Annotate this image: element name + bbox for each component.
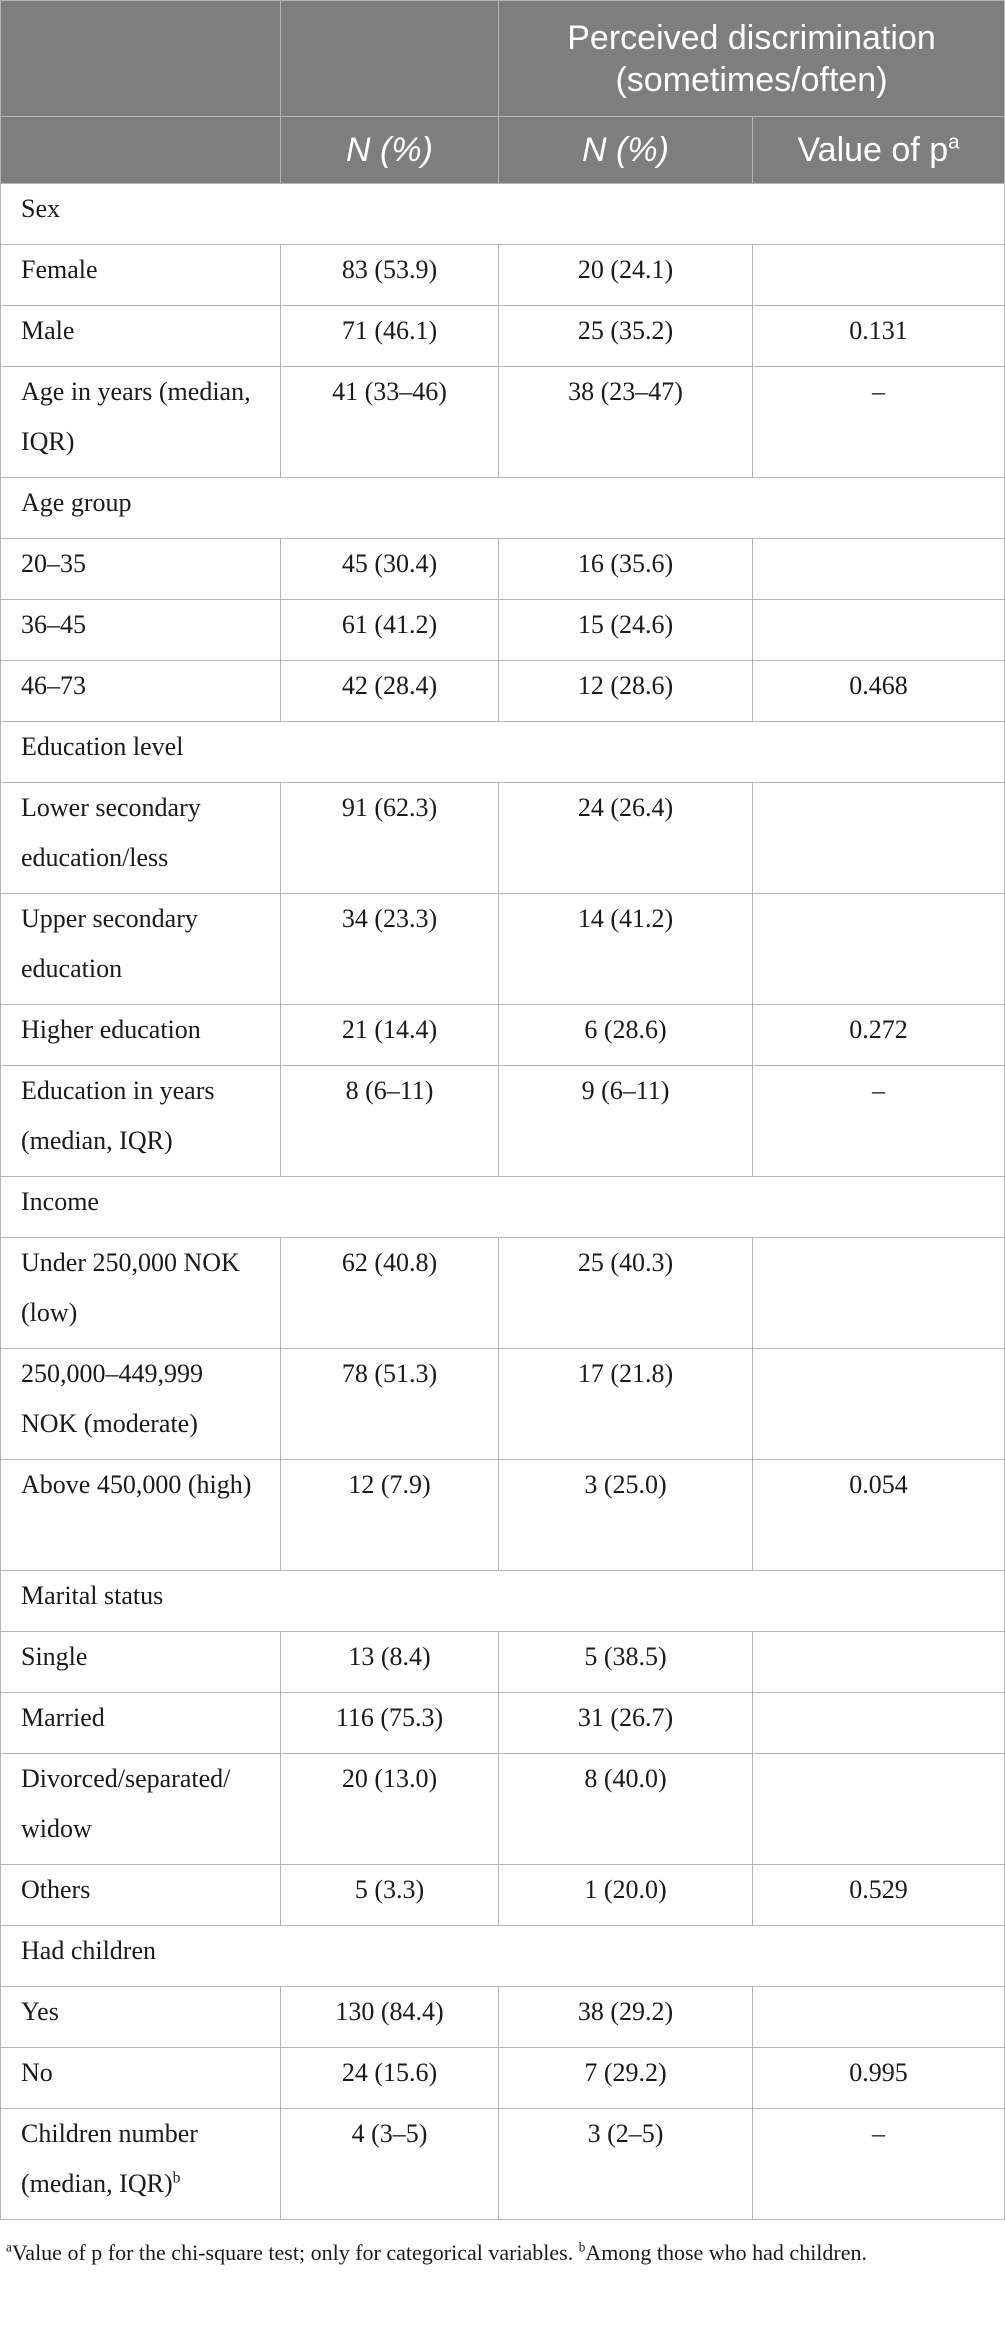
discrimination-cell: 25 (40.3) [499, 1238, 753, 1349]
p-value-cell [753, 1238, 1005, 1349]
header-row-1 [1, 1, 1005, 117]
table-row [1, 1693, 1005, 1754]
n-percent-cell: 21 (14.4) [281, 1005, 499, 1066]
section-row [1, 478, 1005, 539]
section-row [1, 184, 1005, 245]
section-row [1, 722, 1005, 783]
p-value-cell [753, 1754, 1005, 1865]
p-value-cell: 0.468 [753, 661, 1005, 722]
discrimination-cell: 24 (26.4) [499, 783, 753, 894]
discrimination-cell: 17 (21.8) [499, 1349, 753, 1460]
table-row [1, 539, 1005, 600]
n-percent-cell: 91 (62.3) [281, 783, 499, 894]
table-row [1, 1005, 1005, 1066]
n-percent-cell: 61 (41.2) [281, 600, 499, 661]
discrimination-cell: 38 (23–47) [499, 367, 753, 478]
row-label: 36–45 [1, 600, 281, 661]
p-value-cell [753, 894, 1005, 1005]
table-row [1, 367, 1005, 478]
discrimination-cell: 15 (24.6) [499, 600, 753, 661]
header-empty-cell-1 [1, 1, 281, 117]
table-row [1, 1632, 1005, 1693]
p-value-cell: 0.995 [753, 2048, 1005, 2109]
header-n-percent: N (%) [281, 117, 499, 184]
section-row [1, 1571, 1005, 1632]
row-label: Female [1, 245, 281, 306]
discrimination-cell: 14 (41.2) [499, 894, 753, 1005]
header-group-title: Perceived discrimination (sometimes/often) [499, 1, 1005, 117]
discrimination-cell: 3 (25.0) [499, 1460, 753, 1571]
n-percent-cell: 24 (15.6) [281, 2048, 499, 2109]
row-label: No [1, 2048, 281, 2109]
section-label: Education level [1, 722, 1005, 783]
row-label: 20–35 [1, 539, 281, 600]
discrimination-cell: 6 (28.6) [499, 1005, 753, 1066]
n-percent-cell: 20 (13.0) [281, 1754, 499, 1865]
header-p-value: Value of $p^a$ [753, 117, 1005, 184]
p-value-cell [753, 1987, 1005, 2048]
table-row [1, 1865, 1005, 1926]
p-value-cell [753, 783, 1005, 894]
table-row [1, 2048, 1005, 2109]
p-value-cell [753, 1693, 1005, 1754]
table-row [1, 1238, 1005, 1349]
section-label: Age group [1, 478, 1005, 539]
table-row [1, 1460, 1005, 1571]
discrimination-cell: 38 (29.2) [499, 1987, 753, 2048]
row-label: Single [1, 1632, 281, 1693]
header-row-2 [1, 117, 1005, 184]
p-value-cell: 0.131 [753, 306, 1005, 367]
section-label: Income [1, 1177, 1005, 1238]
header-empty-cell-3 [1, 117, 281, 184]
row-label: Upper secondary education [1, 894, 281, 1005]
discrimination-cell: 20 (24.1) [499, 245, 753, 306]
row-label: Yes [1, 1987, 281, 2048]
row-label: 46–73 [1, 661, 281, 722]
p-value-cell [753, 1349, 1005, 1460]
n-percent-cell: 13 (8.4) [281, 1632, 499, 1693]
table-footnote: $^a$Value of p for the chi-square test; only for categorical variables. $^b$Among those who had children. [6, 2239, 868, 2265]
p-value-cell: – [753, 367, 1005, 478]
table-row [1, 1987, 1005, 2048]
table-body [1, 184, 1005, 2220]
row-label: Under 250,000 NOK (low) [1, 1238, 281, 1349]
discrimination-cell: 8 (40.0) [499, 1754, 753, 1865]
row-label: Lower secondary education/less [1, 783, 281, 894]
table-row [1, 661, 1005, 722]
header-n-percent-discrimination: N (%) [499, 117, 753, 184]
n-percent-cell: 116 (75.3) [281, 1693, 499, 1754]
row-label: Divorced/separated/ widow [1, 1754, 281, 1865]
discrimination-cell: 31 (26.7) [499, 1693, 753, 1754]
section-label: Marital status [1, 1571, 1005, 1632]
p-value-cell: – [753, 2109, 1005, 2220]
n-percent-cell: 130 (84.4) [281, 1987, 499, 2048]
table-row [1, 894, 1005, 1005]
section-row [1, 1926, 1005, 1987]
discrimination-cell: 16 (35.6) [499, 539, 753, 600]
section-label: Sex [1, 184, 1005, 245]
p-value-cell [753, 539, 1005, 600]
n-percent-cell: 4 (3–5) [281, 2109, 499, 2220]
p-value-cell [753, 245, 1005, 306]
discrimination-cell: 7 (29.2) [499, 2048, 753, 2109]
p-value-cell [753, 600, 1005, 661]
n-percent-cell: 41 (33–46) [281, 367, 499, 478]
section-row [1, 1177, 1005, 1238]
n-percent-cell: 62 (40.8) [281, 1238, 499, 1349]
table-row [1, 245, 1005, 306]
discrimination-cell: 5 (38.5) [499, 1632, 753, 1693]
n-percent-cell: 34 (23.3) [281, 894, 499, 1005]
n-percent-cell: 78 (51.3) [281, 1349, 499, 1460]
row-label: Married [1, 1693, 281, 1754]
n-percent-cell: 5 (3.3) [281, 1865, 499, 1926]
table-row [1, 1066, 1005, 1177]
n-percent-cell: 45 (30.4) [281, 539, 499, 600]
p-value-cell: – [753, 1066, 1005, 1177]
table-row [1, 1349, 1005, 1460]
row-label: Others [1, 1865, 281, 1926]
n-percent-cell: 42 (28.4) [281, 661, 499, 722]
n-percent-cell: 12 (7.9) [281, 1460, 499, 1571]
n-percent-cell: 8 (6–11) [281, 1066, 499, 1177]
discrimination-cell: 9 (6–11) [499, 1066, 753, 1177]
row-label: Above 450,000 (high) [1, 1460, 281, 1571]
p-value-cell [753, 1632, 1005, 1693]
discrimination-cell: 3 (2–5) [499, 2109, 753, 2220]
table-row [1, 2109, 1005, 2220]
table-row [1, 306, 1005, 367]
table-row [1, 783, 1005, 894]
row-label: Education in years (median, IQR) [1, 1066, 281, 1177]
table-row [1, 600, 1005, 661]
p-value-cell: 0.054 [753, 1460, 1005, 1571]
row-label: 250,000–449,999 NOK (moderate) [1, 1349, 281, 1460]
n-percent-cell: 83 (53.9) [281, 245, 499, 306]
table-row [1, 1754, 1005, 1865]
discrimination-cell: 12 (28.6) [499, 661, 753, 722]
row-label: Higher education [1, 1005, 281, 1066]
section-label: Had children [1, 1926, 1005, 1987]
row-label: Children number (median, IQR)$^b$ [1, 2109, 281, 2220]
row-label: Age in years (median, IQR) [1, 367, 281, 478]
row-label: Male [1, 306, 281, 367]
p-value-cell: 0.529 [753, 1865, 1005, 1926]
n-percent-cell: 71 (46.1) [281, 306, 499, 367]
discrimination-cell: 1 (20.0) [499, 1865, 753, 1926]
discrimination-cell: 25 (35.2) [499, 306, 753, 367]
p-value-cell: 0.272 [753, 1005, 1005, 1066]
header-empty-cell-2 [281, 1, 499, 117]
